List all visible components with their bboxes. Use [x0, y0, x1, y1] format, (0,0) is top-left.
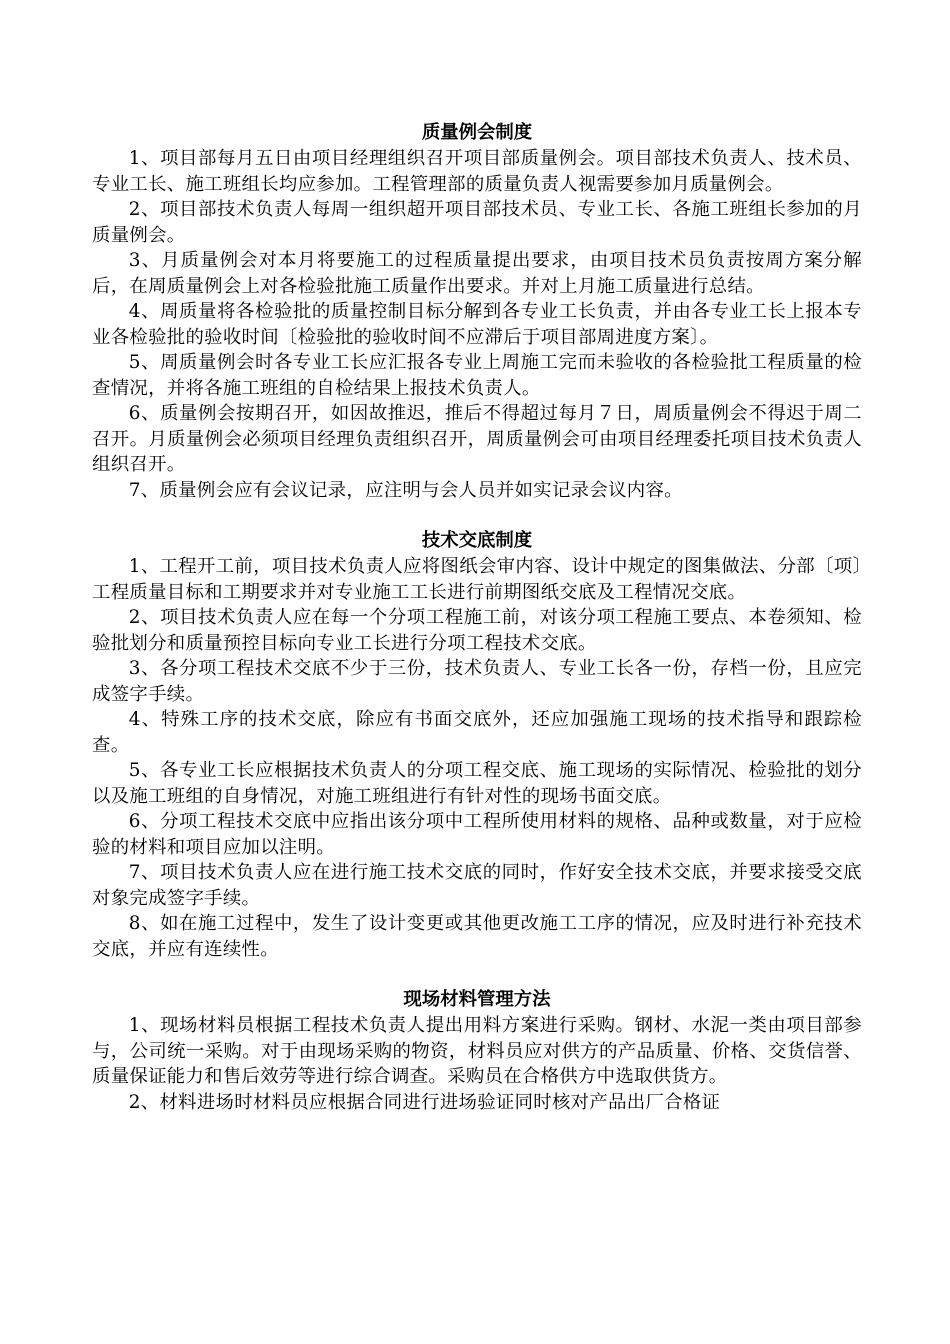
section-site-material-management — [92, 987, 862, 1115]
paragraph: 3、各分项工程技术交底不少于三份，技术负责人、专业工长各一份，存档一份，且应完成签字手续。 — [92, 658, 862, 705]
paragraph: 6、分项工程技术交底中应指出该分项中工程所使用材料的规格、品种或数量，对于应检验的材料和项目应加以注明。 — [92, 811, 862, 858]
paragraph: 7、项目技术负责人应在进行施工技术交底的同时，作好安全技术交底，并要求接受交底对象完成签字手续。 — [92, 862, 862, 909]
paragraph: 6、质量例会按期召开，如因故推迟，推后不得超过每月７日，周质量例会不得迟于周二召开。月质量例会必须项目经理负责组织召开，周质量例会可由项目经理委托项目技术负责人组织召开。 — [92, 403, 862, 475]
paragraph: 2、项目部技术负责人每周一组织超开项目部技术员、专业工长、各施工班组长参加的月质量例会。 — [92, 199, 862, 246]
paragraph: 4、周质量将各检验批的质量控制目标分解到各专业工长负责，并由各专业工长上报本专业各检验批的验收时间〔检验批的验收时间不应滞后于项目部周进度方案〕。 — [92, 301, 862, 348]
paragraph: 7、质量例会应有会议记录，应注明与会人员并如实记录会议内容。 — [128, 479, 683, 501]
section-title: 技术交底制度 — [421, 530, 533, 551]
paragraph: 8、如在施工过程中，发生了设计变更或其他更改施工工序的情况，应及时进行补充技术交底，并应有连续性。 — [92, 913, 862, 960]
paragraph: 5、周质量例会时各专业工长应汇报各专业上周施工完而未验收的各检验批工程质量的检查情况，并将各施工班组的自检结果上报技术负责人。 — [92, 352, 862, 399]
paragraph: 2、材料进场时材料员应根据合同进行进场验证同时核对产品出厂合格证 — [128, 1091, 721, 1113]
paragraph: 4、特殊工序的技术交底，除应有书面交底外，还应加强施工现场的技术指导和跟踪检查。 — [92, 709, 862, 756]
document-page — [92, 120, 862, 1115]
section-quality-meeting — [92, 120, 862, 503]
section-title: 现场材料管理方法 — [403, 989, 551, 1010]
paragraph: 1、现场材料员根据工程技术负责人提出用料方案进行采购。钢材、水泥一类由项目部参与，公司统一采购。对于由现场采购的物资，材料员应对供方的产品质量、价格、交货信誉、质量保证能力和售后效劳等进行综合调查。采购员在合格供方中选取供货方。 — [92, 1015, 862, 1087]
section-title: 质量例会制度 — [421, 122, 533, 143]
paragraph: 1、工程开工前，项目技术负责人应将图纸会审内容、设计中规定的图集做法、分部〔项〕工程质量目标和工期要求并对专业施工工长进行前期图纸交底及工程情况交底。 — [92, 556, 862, 603]
paragraph: 5、各专业工长应根据技术负责人的分项工程交底、施工现场的实际情况、检验批的划分以及施工班组的自身情况，对施工班组进行有针对性的现场书面交底。 — [92, 760, 862, 807]
paragraph: 3、月质量例会对本月将要施工的过程质量提出要求，由项目技术员负责按周方案分解后，在周质量例会上对各检验批施工质量作出要求。并对上月施工质量进行总结。 — [92, 250, 862, 297]
paragraph: 2、项目技术负责人应在每一个分项工程施工前，对该分项工程施工要点、本卷须知、检验批划分和质量预控目标向专业工长进行分项工程技术交底。 — [92, 607, 862, 654]
section-technical-disclosure — [92, 528, 862, 962]
paragraph: 1、项目部每月五日由项目经理组织召开项目部质量例会。项目部技术负责人、技术员、专业工长、施工班组长均应参加。工程管理部的质量负责人视需要参加月质量例会。 — [92, 148, 862, 195]
